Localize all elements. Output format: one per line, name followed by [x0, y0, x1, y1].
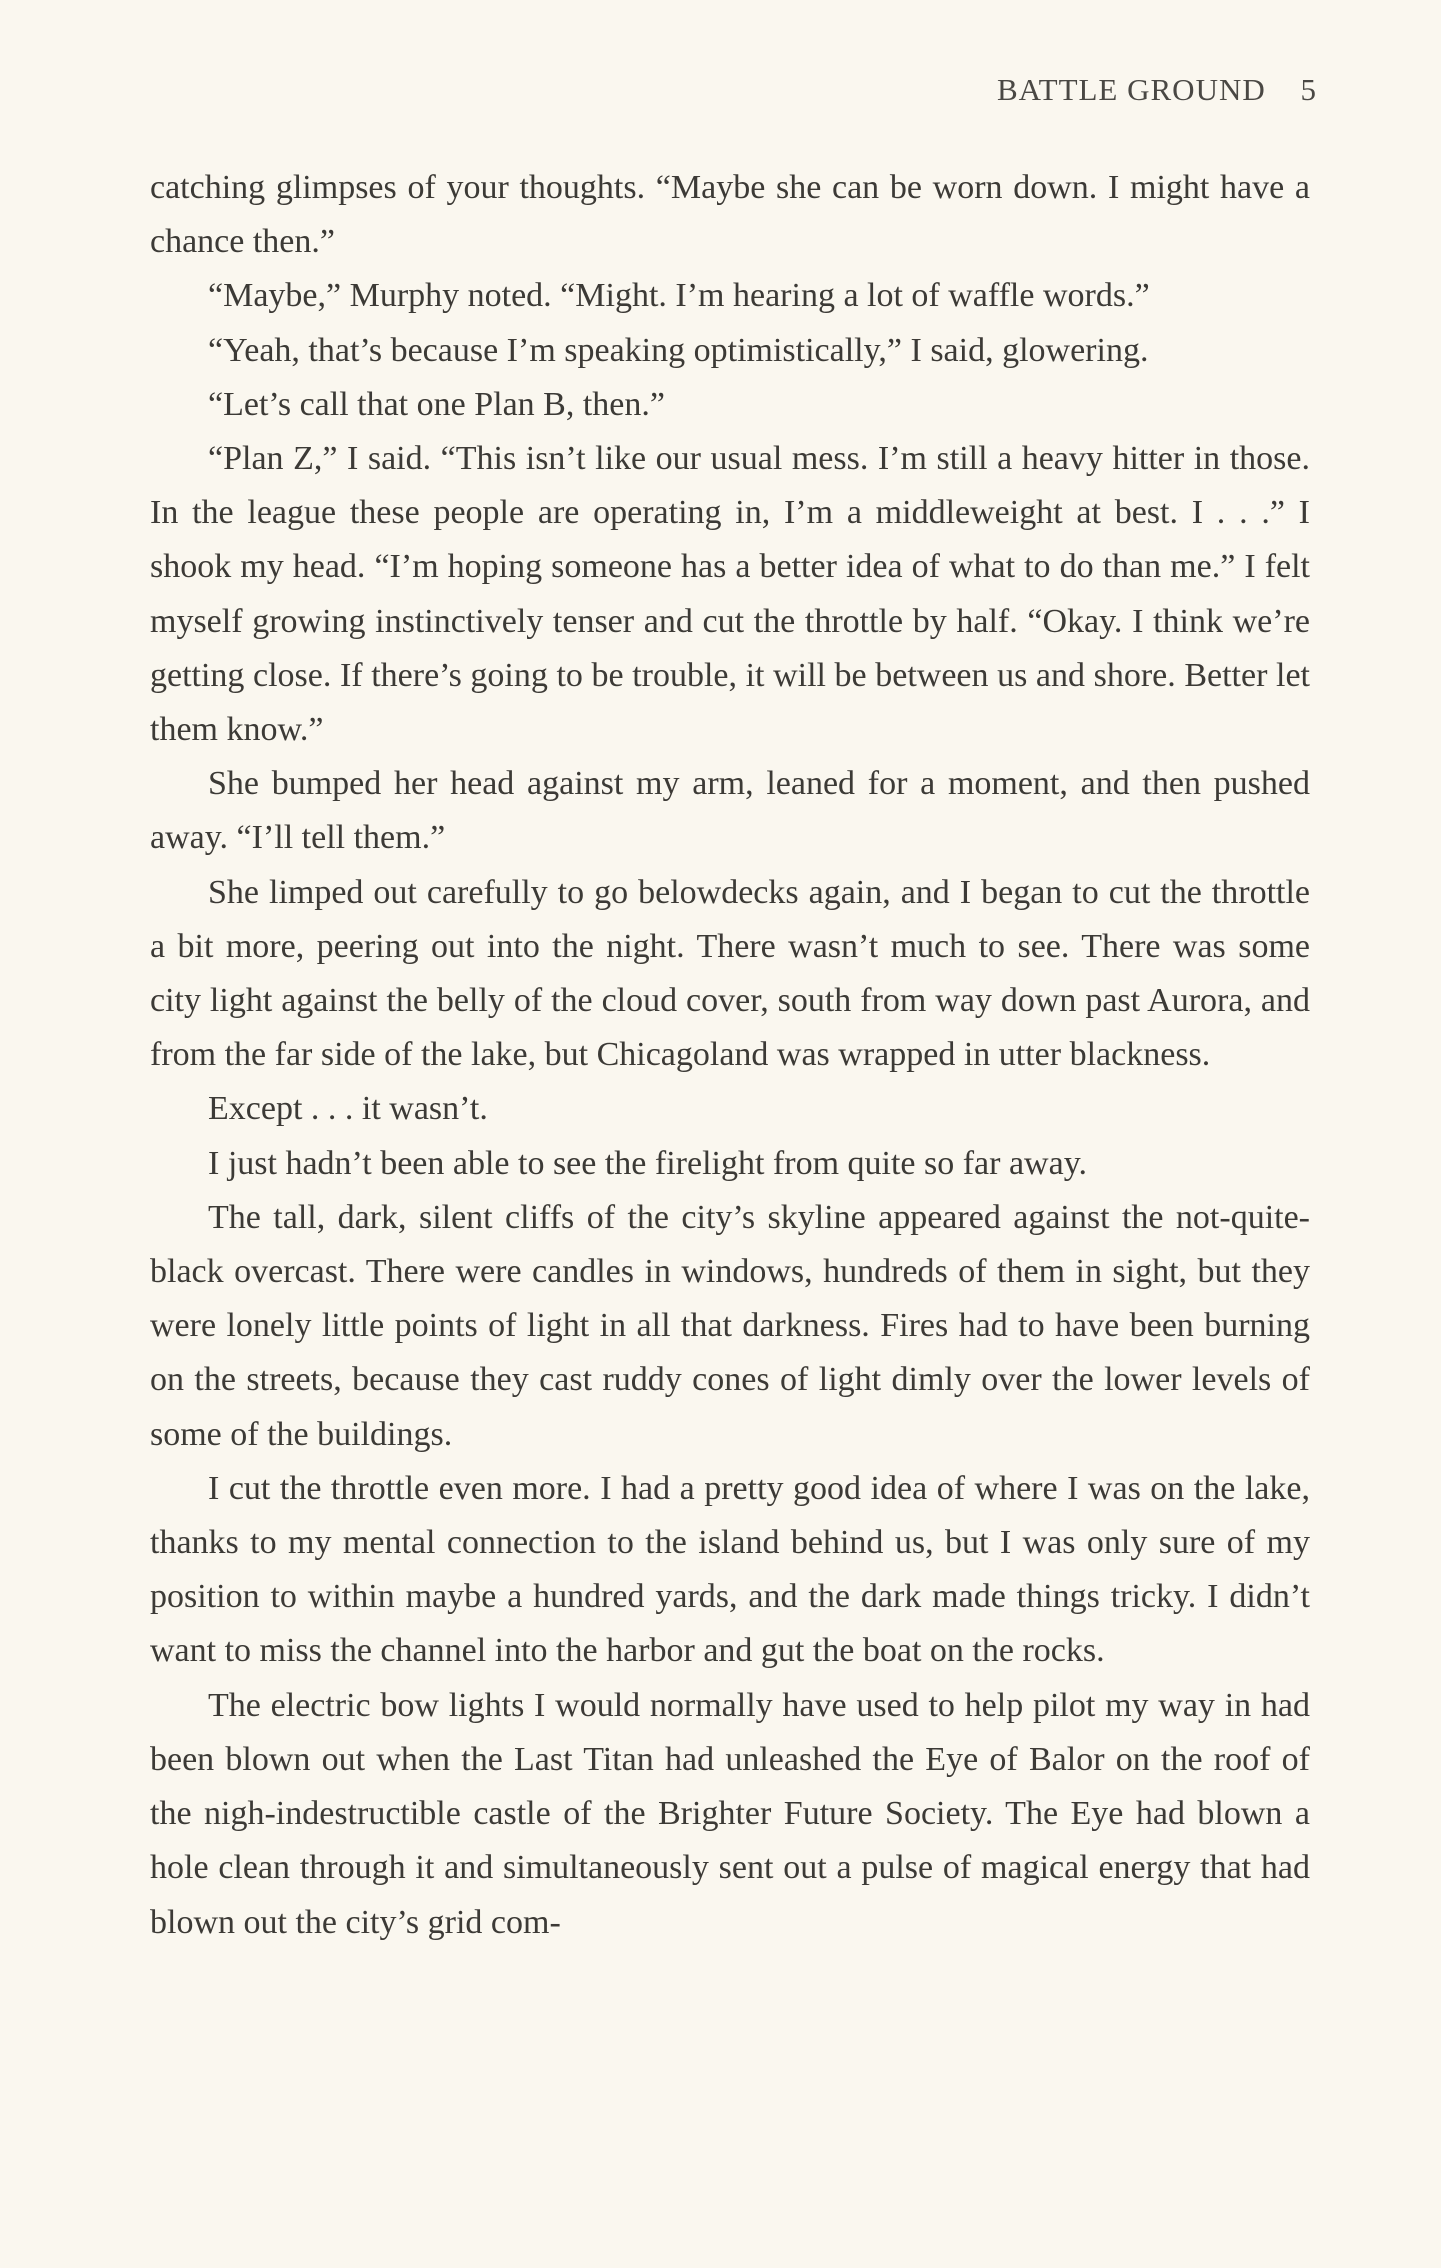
paragraph: Except . . . it wasn’t. [208, 1090, 488, 1128]
paragraph: “Let’s call that one Plan B, then.” [208, 385, 665, 423]
paragraph: The tall, dark, silent cliffs of the city’s skyline appeared against the not-quite-black overcast. There were candles in windows, hundreds of them in sight, but they were lonely little points of light in all that darkness. Fires had to have been burning on the streets, because they cast ruddy cones of light dimly over the lower levels of some of the buildings. [150, 1198, 1310, 1453]
chapter-title: BATTLE GROUND [997, 72, 1266, 107]
paragraph: I cut the throttle even more. I had a pretty good idea of where I was on the lake, thanks to my mental connection to the island behind us, but I was only sure of my position to within maybe a hundred yards, and the dark made things tricky. I didn’t want to miss the channel into the harbor and gut the boat on the rocks. [150, 1469, 1310, 1670]
page-number: 5 [1300, 72, 1317, 107]
paragraph: “Yeah, that’s because I’m speaking optimistically,” I said, glowering. [208, 331, 1149, 369]
paragraph: She bumped her head against my arm, leaned for a moment, and then pushed away. “I’ll tell them.” [150, 765, 1310, 857]
paragraph: I just hadn’t been able to see the firelight from quite so far away. [208, 1144, 1087, 1182]
paragraph: The electric bow lights I would normally have used to help pilot my way in had been blown out when the Last Titan had unleashed the Eye of Balor on the roof of the nigh-indestructible castle of the Brighter Future Society. The Eye had blown a hole clean through it and simultaneously sent out a pulse of magical energy that had blown out the city’s grid com- [150, 1686, 1310, 1941]
running-head [997, 72, 1317, 108]
paragraph: “Plan Z,” I said. “This isn’t like our usual mess. I’m still a heavy hitter in those. In the league these people are operating in, I’m a middleweight at best. I . . .” I shook my head. “I’m hoping someone has a better idea of what to do than me.” I felt myself growing instinctively tenser and cut the throttle by half. “Okay. I think we’re getting close. If there’s going to be trouble, it will be between us and shore. Better let them know.” [150, 440, 1310, 749]
paragraph: “Maybe,” Murphy noted. “Might. I’m hearing a lot of waffle words.” [208, 277, 1150, 315]
paragraph: She limped out carefully to go belowdecks again, and I began to cut the throttle a bit more, peering out into the night. There wasn’t much to see. There was some city light against the belly of the cloud cover, south from way down past Aurora, and from the far side of the lake, but Chicagoland was wrapped in utter blackness. [150, 873, 1310, 1074]
body-text [150, 161, 1310, 1950]
paragraph: catching glimpses of your thoughts. “Maybe she can be worn down. I might have a chance then.” [150, 169, 1310, 261]
